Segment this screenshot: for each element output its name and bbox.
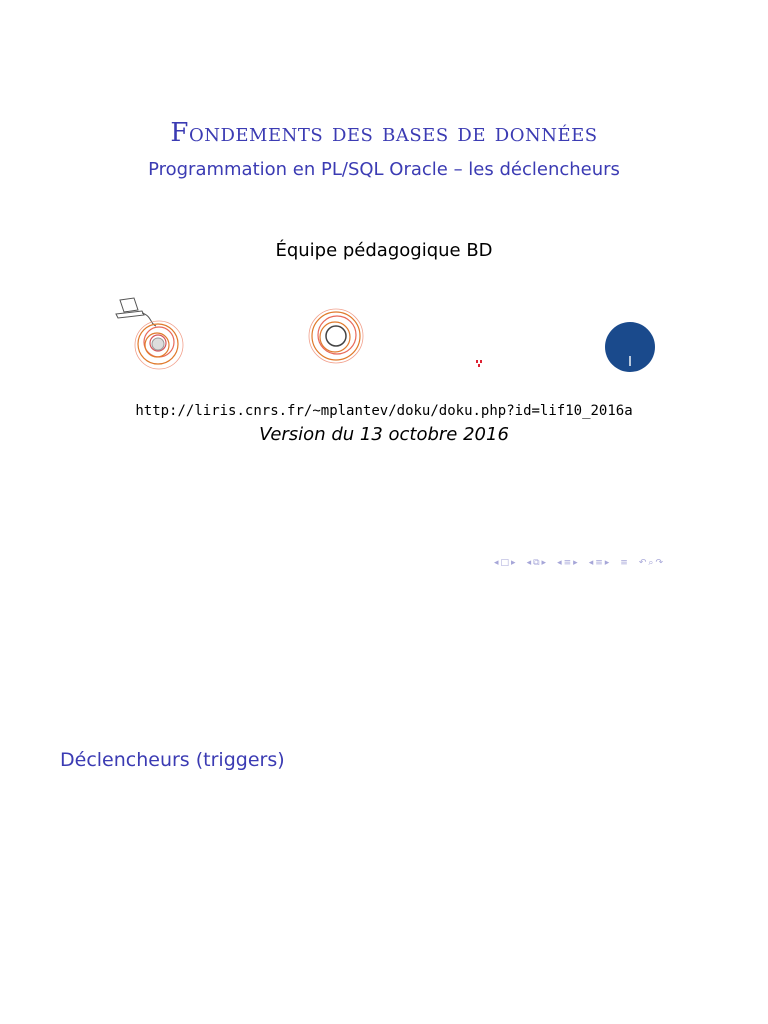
lyon1-logo: [306, 302, 406, 372]
nav-document-icon[interactable]: ≡: [620, 558, 628, 568]
nav-search-icon[interactable]: ⌕: [648, 558, 654, 568]
nav-subsection-right-icon[interactable]: ▸: [541, 558, 547, 568]
author-line: Équipe pédagogique BD: [275, 240, 493, 261]
nav-section-left-icon[interactable]: ◂: [557, 558, 562, 568]
nav-section-right-icon[interactable]: ▸: [573, 558, 578, 568]
nav-frame-icon[interactable]: □: [500, 558, 510, 568]
cnrs-logo: [603, 320, 657, 374]
nav-left-arrow-icon[interactable]: ◂: [494, 558, 499, 568]
liris-logo: [456, 332, 546, 372]
nav-back-icon[interactable]: ↶: [638, 558, 647, 568]
section-title: Déclencheurs (triggers): [60, 749, 285, 771]
nav-section-group[interactable]: [557, 556, 580, 570]
presentation-title: Fondements des bases de données: [170, 118, 598, 148]
nav-section2-icon[interactable]: ≡: [595, 558, 603, 568]
dpt-informatique-logo: [112, 296, 252, 372]
beamer-navigation-bar: [494, 556, 674, 570]
nav-subsection-icon[interactable]: ⧉: [533, 558, 540, 568]
logo-row: [0, 296, 768, 376]
version-date: Version du 13 octobre 2016: [259, 424, 509, 445]
nav-forward-icon[interactable]: ↷: [655, 558, 663, 568]
presentation-subtitle: Programmation en PL/SQL Oracle – les déclencheurs: [148, 159, 620, 180]
nav-search-group[interactable]: [639, 556, 665, 570]
nav-frame-group[interactable]: [494, 556, 518, 570]
nav-subsection-group[interactable]: [527, 556, 549, 570]
nav-section2-right-icon[interactable]: ▸: [604, 558, 610, 568]
course-url[interactable]: http://liris.cnrs.fr/~mplantev/doku/doku.php?id=lif10_2016a: [135, 403, 633, 419]
nav-section2-group[interactable]: [589, 556, 612, 570]
nav-subsection-left-icon[interactable]: ◂: [526, 558, 532, 568]
nav-section2-left-icon[interactable]: ◂: [588, 558, 594, 568]
nav-right-arrow-icon[interactable]: ▸: [511, 558, 516, 568]
nav-section-icon[interactable]: ≡: [563, 558, 572, 568]
nav-document-group[interactable]: [620, 556, 630, 570]
